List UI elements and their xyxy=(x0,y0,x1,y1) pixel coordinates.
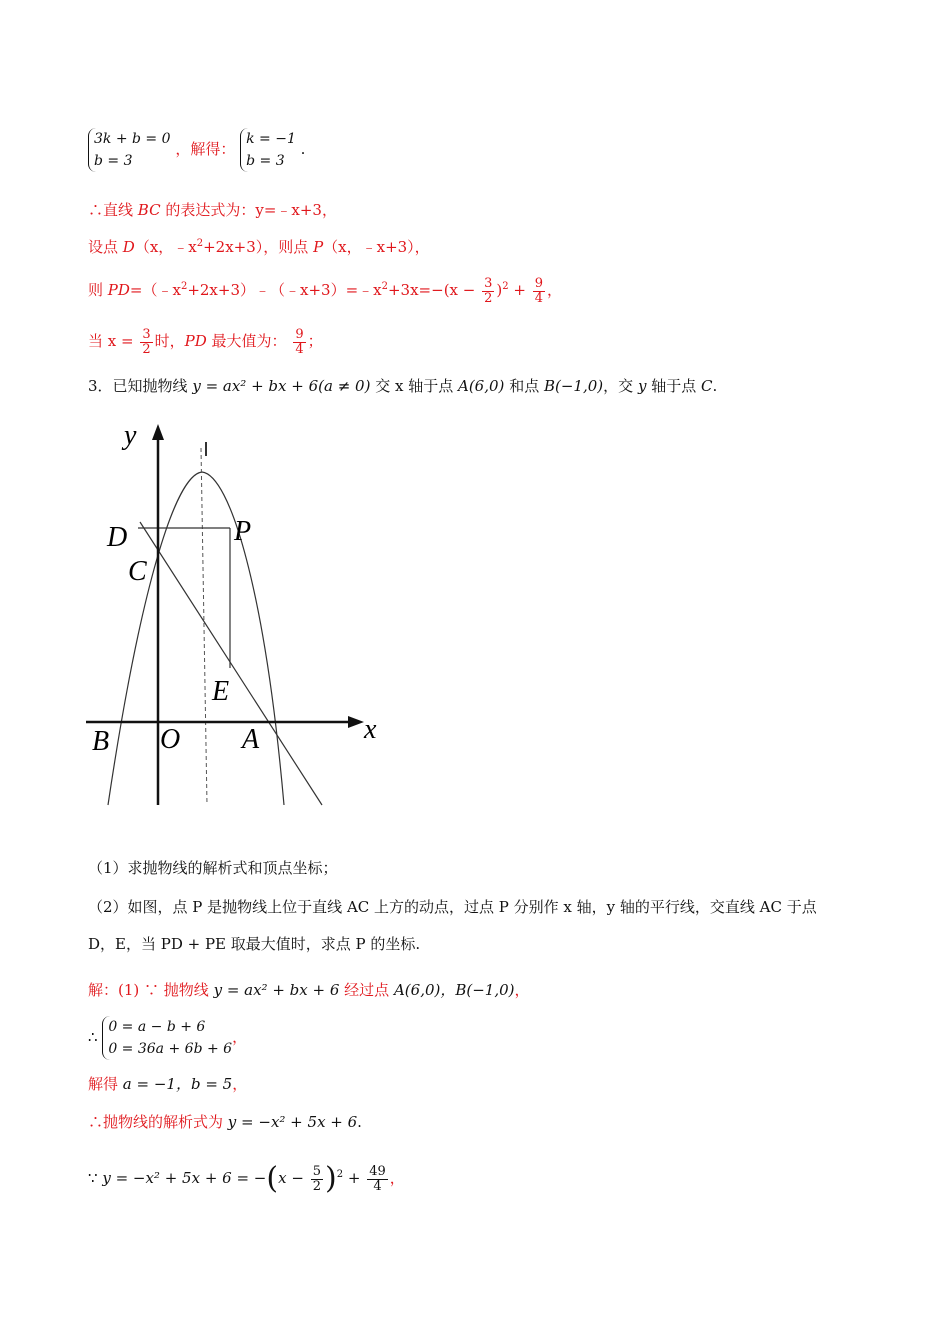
vertex-inner: x − xyxy=(278,1169,304,1187)
label-a: A xyxy=(242,724,260,755)
vertex-frac-n: 5 xyxy=(312,1163,321,1179)
when-frac xyxy=(140,328,152,357)
pd-sq2: 2 xyxy=(381,281,388,292)
vertex-frac-d: 2 xyxy=(312,1178,321,1194)
solve-end: ， xyxy=(232,1075,248,1093)
pd-frac2-d: 4 xyxy=(534,290,544,306)
vertex-plus: + xyxy=(347,1169,361,1187)
bc-pre: ∴直线 xyxy=(88,201,138,219)
y-axis-arrow xyxy=(152,424,164,440)
parabola-curve xyxy=(108,472,284,805)
vertex-form-line xyxy=(88,1158,405,1198)
label-o: O xyxy=(160,724,181,755)
sys1-line1: 3k + b = 0 xyxy=(94,131,171,147)
set-point-line xyxy=(88,237,430,257)
problem-statement xyxy=(88,376,717,396)
when-end: ； xyxy=(307,332,323,350)
set-pre: 设点 xyxy=(88,238,123,256)
para-end: . xyxy=(357,1113,362,1131)
pd-frac2-n: 9 xyxy=(534,275,544,291)
pd-frac1-d: 2 xyxy=(484,290,493,306)
sys-end-comma: ， xyxy=(232,1028,248,1046)
set-mid2: +2x+3），则点 xyxy=(203,238,314,256)
label-d: D xyxy=(107,522,128,553)
problem-point-c: C xyxy=(701,377,713,395)
sys-end: . xyxy=(300,140,306,158)
sys2-line1: k = −1 xyxy=(246,131,296,147)
problem-end: . xyxy=(712,377,718,395)
para-expr: y = −x² + 5x + 6 xyxy=(227,1113,358,1131)
vertex-frac2-d: 4 xyxy=(373,1178,382,1194)
solution-system xyxy=(88,1016,247,1060)
when-frac-n: 3 xyxy=(142,326,151,342)
therefore-sign: ∴ xyxy=(88,1028,98,1046)
pd-frac1 xyxy=(482,277,494,306)
solution-line-1 xyxy=(88,980,530,1000)
bc-expr: y=﹣x+3， xyxy=(255,201,337,219)
bc-post: 的表达式为： xyxy=(160,201,256,219)
pd-end: ， xyxy=(547,281,563,299)
when-pre: 当 x = xyxy=(88,332,134,350)
pd-eq4: ) xyxy=(496,281,503,299)
pd-sq1: 2 xyxy=(180,281,188,292)
vertex-sq: 2 xyxy=(336,1169,344,1180)
question-2-line1: （2）如图，点 P 是抛物线上位于直线 AC 上方的动点，过点 P 分别作 x 轴，y 轴的平行线，交直线 AC 于点 xyxy=(88,898,817,916)
s1-red: 解：(1) ∵ 抛物线 xyxy=(88,981,209,999)
problem-expr: y = ax² + bx + 6(a ≠ 0) xyxy=(192,377,371,395)
solve-label: ，解得： xyxy=(175,140,236,158)
when-frac-d: 2 xyxy=(142,341,151,357)
sys2-line2: b = 3 xyxy=(246,153,285,169)
problem-y: y xyxy=(637,377,647,395)
vertex-frac2-n: 49 xyxy=(369,1163,386,1179)
symmetry-line xyxy=(201,448,207,805)
problem-mid2: 和点 xyxy=(509,377,540,395)
label-c: C xyxy=(128,556,147,587)
x-axis-arrow xyxy=(348,716,364,728)
sys-l1: 0 = a − b + 6 xyxy=(108,1019,206,1035)
problem-num: 3．已知抛物线 xyxy=(88,377,188,395)
line-ac xyxy=(140,522,322,805)
vertex-paren-l: ( xyxy=(266,1161,279,1196)
pd-frac1-n: 3 xyxy=(484,275,493,291)
label-x: x xyxy=(364,714,377,745)
problem-mid4: 轴于点 xyxy=(651,377,697,395)
solve-vals: a = −1，b = 5 xyxy=(122,1075,233,1093)
question-1: （1）求抛物线的解析式和顶点坐标； xyxy=(88,859,338,877)
when-pd: PD xyxy=(184,332,207,350)
because-sign: ∵ xyxy=(88,1169,98,1187)
when-val-n: 9 xyxy=(295,326,304,342)
vertex-end: ， xyxy=(389,1169,405,1187)
label-y: y xyxy=(124,420,137,451)
pd-plus: + xyxy=(508,281,531,299)
vertex-expr1: y = −x² + 5x + 6 = − xyxy=(102,1169,267,1187)
when-val-d: 4 xyxy=(295,341,304,357)
bc-expression-line xyxy=(88,200,337,220)
when-max: 最大值为： xyxy=(206,332,287,350)
pd-eq3: +3x=−(x − xyxy=(387,281,476,299)
label-b: B xyxy=(92,726,110,757)
sys1-line2: b = 3 xyxy=(94,153,133,169)
solve-ab-line xyxy=(88,1074,247,1094)
pd-eq1: =（﹣x xyxy=(129,281,181,299)
set-end: （x，﹣x+3）， xyxy=(323,238,430,256)
pd-frac2 xyxy=(533,277,545,306)
when-val xyxy=(293,328,305,357)
pd-sq3: 2 xyxy=(502,281,509,292)
question-2-line2: D，E，当 PD + PE 取最大值时，求点 P 的坐标. xyxy=(88,935,421,953)
set-d: D xyxy=(122,238,135,256)
bc-var: BC xyxy=(137,201,161,219)
equation-system-2 xyxy=(240,128,296,172)
problem-mid3: ，交 xyxy=(603,377,634,395)
s1-pts: A(6,0)，B(−1,0) xyxy=(393,981,515,999)
solve-red: 解得 xyxy=(88,1075,119,1093)
when-mid: 时， xyxy=(154,332,185,350)
problem-point-a: A(6,0) xyxy=(458,377,505,395)
set-mid1: （x，﹣x xyxy=(134,238,197,256)
problem-mid1: 交 x 轴于点 xyxy=(375,377,454,395)
equation-system-1 xyxy=(88,128,171,172)
sys-l2: 0 = 36a + 6b + 6 xyxy=(108,1041,233,1057)
vertex-paren-r: ) xyxy=(324,1161,337,1196)
pd-expression-line xyxy=(88,272,562,308)
s1-red2: 经过点 xyxy=(344,981,390,999)
s1-expr: y = ax² + bx + 6 xyxy=(213,981,340,999)
pd-max-line xyxy=(88,323,323,359)
solution-equation-system xyxy=(102,1016,232,1060)
parabola-expression-line xyxy=(88,1112,362,1132)
para-red: ∴抛物线的解析式为 xyxy=(88,1113,224,1131)
pd-eq2: +2x+3）﹣（﹣x+3）=﹣x xyxy=(187,281,382,299)
pd-pre: 则 xyxy=(88,281,108,299)
system-solution-line xyxy=(88,128,305,172)
set-p: P xyxy=(313,238,324,256)
set-sq: 2 xyxy=(196,238,204,249)
label-e: E xyxy=(212,676,230,707)
vertex-frac2 xyxy=(367,1165,388,1194)
vertex-frac xyxy=(311,1165,323,1194)
label-p: P xyxy=(234,516,252,547)
s1-end: ， xyxy=(514,981,530,999)
pd-var: PD xyxy=(107,281,130,299)
problem-point-b: B(−1,0) xyxy=(543,377,604,395)
parabola-figure xyxy=(80,410,400,810)
